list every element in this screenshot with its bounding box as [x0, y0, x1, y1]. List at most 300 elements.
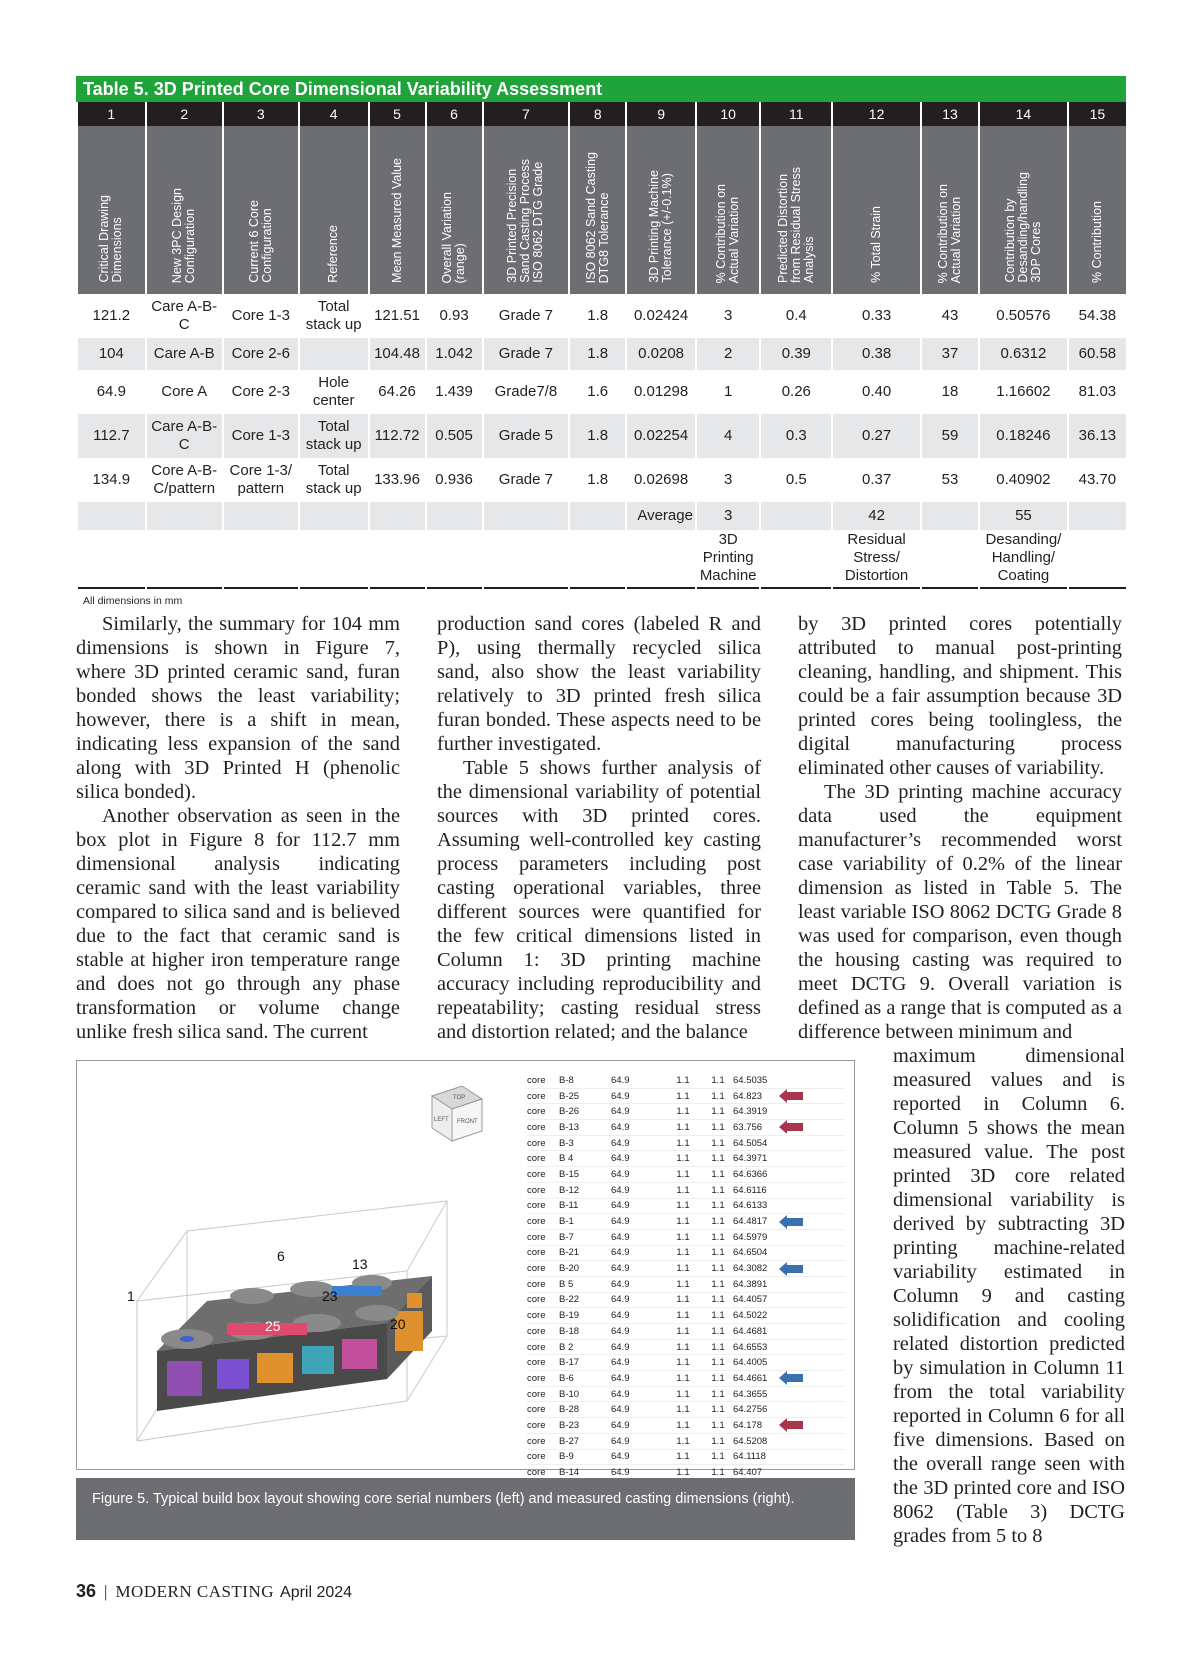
arrow-indicator — [785, 1136, 813, 1150]
table-cell: Grade 7 — [483, 338, 570, 370]
measurement-type: core — [527, 1467, 546, 1479]
measurement-nominal: 64.9 — [611, 1357, 630, 1369]
measurement-row — [527, 1230, 845, 1246]
measurement-row — [527, 1308, 845, 1324]
arrow-indicator — [785, 1167, 813, 1181]
measurement-type: core — [527, 1263, 546, 1275]
table-cell — [299, 338, 369, 370]
measurement-row — [527, 1151, 845, 1167]
paragraph: Similarly, the summary for 104 mm dimensions is shown in Figure 7, where 3D printed ceramic sand, furan bonded shows the least variability; however, there is a shift in mean, indicating less expansion of the sand along with 3D Printed H (phenolic silica bonded). — [76, 613, 400, 803]
measurement-id: B-15 — [559, 1168, 580, 1180]
measurement-id: B-8 — [559, 1074, 574, 1086]
table-cell: 3 — [696, 458, 760, 502]
measurement-type: core — [527, 1294, 546, 1306]
measurement-id: B-18 — [559, 1325, 580, 1337]
measurement-value: 64.5022 — [733, 1310, 768, 1322]
arrow-indicator — [785, 1371, 813, 1385]
measurement-type: core — [527, 1388, 546, 1400]
table-cell: 64.26 — [369, 370, 426, 414]
view-cube-left-label: LEFT — [434, 1117, 449, 1123]
table-cell: Care A-B-C — [146, 294, 223, 338]
measurement-nominal: 64.9 — [611, 1074, 630, 1086]
table-cell: 53 — [921, 458, 979, 502]
measurement-type: core — [527, 1357, 546, 1369]
measurement-a: 1.1 — [676, 1419, 690, 1431]
table-cell: 1.042 — [426, 338, 483, 370]
arrow-left-icon — [787, 1421, 803, 1429]
measurement-a: 1.1 — [676, 1200, 690, 1212]
measurement-type: core — [527, 1419, 546, 1431]
measurement-type: core — [527, 1090, 546, 1102]
measurement-value: 64.3655 — [733, 1388, 768, 1400]
column-header: % Contribution on Actual Variation — [696, 126, 760, 294]
source-stress: Residual Stress/ Distortion — [832, 530, 921, 588]
table-cell: Total stack up — [299, 458, 369, 502]
column-header: Reference — [299, 126, 369, 294]
table-cell: Core A-B-C/pattern — [146, 458, 223, 502]
table-cell: Core 1-3 — [223, 414, 299, 458]
arrow-indicator — [785, 1262, 813, 1276]
table-cell: 59 — [921, 414, 979, 458]
measurement-type: core — [527, 1325, 546, 1337]
measurement-id: B-23 — [559, 1419, 580, 1431]
measurement-id: B-12 — [559, 1184, 580, 1196]
table-row — [77, 458, 1126, 502]
table-cell: 0.02254 — [626, 414, 696, 458]
arrow-indicator — [785, 1246, 813, 1260]
arrow-indicator — [785, 1293, 813, 1307]
measurement-b: 1.1 — [711, 1200, 725, 1212]
table-row — [77, 414, 1126, 458]
measurement-id: B-9 — [559, 1451, 574, 1463]
measurement-b: 1.1 — [711, 1419, 725, 1431]
column-number-row — [77, 102, 1126, 126]
measurement-b: 1.1 — [711, 1404, 725, 1416]
figure-caption: Figure 5. Typical build box layout showing core serial numbers (left) and measured casting dimensions (right). — [76, 1478, 855, 1540]
measurement-b: 1.1 — [711, 1435, 725, 1447]
measurement-nominal: 64.9 — [611, 1200, 630, 1212]
measurement-a: 1.1 — [676, 1074, 690, 1086]
table-cell: 0.01298 — [626, 370, 696, 414]
column-header: ISO 8062 Sand Casting DTG8 Tolerance — [569, 126, 626, 294]
core-label: 13 — [352, 1256, 368, 1272]
measurement-id: B-26 — [559, 1106, 580, 1118]
measurement-a: 1.1 — [676, 1451, 690, 1463]
measurement-b: 1.1 — [711, 1090, 725, 1102]
measurement-a: 1.1 — [676, 1121, 690, 1133]
measurement-value: 64.3971 — [733, 1153, 768, 1165]
measurement-value: 64.5979 — [733, 1231, 768, 1243]
column-header: Predicted Distortion from Residual Stress Analysis — [760, 126, 832, 294]
measurement-type: core — [527, 1435, 546, 1447]
measurement-row — [527, 1355, 845, 1371]
measurement-nominal: 64.9 — [611, 1294, 630, 1306]
measurement-a: 1.1 — [676, 1153, 690, 1165]
table-row — [77, 338, 1126, 370]
table-cell: 0.0208 — [626, 338, 696, 370]
measurement-nominal: 64.9 — [611, 1153, 630, 1165]
table-cell: 18 — [921, 370, 979, 414]
table-cell: 1.8 — [569, 338, 626, 370]
table-cell: 121.2 — [77, 294, 146, 338]
table-cell: 133.96 — [369, 458, 426, 502]
column-header: Critical Drawing Dimensions — [77, 126, 146, 294]
table-cell: 1.8 — [569, 458, 626, 502]
measurement-type: core — [527, 1153, 546, 1165]
table-cell: 112.72 — [369, 414, 426, 458]
measurement-b: 1.1 — [711, 1263, 725, 1275]
table-cell: 0.02424 — [626, 294, 696, 338]
arrow-left-icon — [787, 1265, 803, 1273]
paragraph: production sand cores (labeled R and P), using thermally recycled silica sand, also show the least variability relatively to 3D printed fresh silica furan bonded. These aspects need to be further investigated. — [437, 613, 761, 755]
measurement-type: core — [527, 1200, 546, 1212]
table-cell: Grade 5 — [483, 414, 570, 458]
arrow-indicator — [785, 1418, 813, 1432]
source-row — [77, 530, 1126, 588]
measurement-id: B-13 — [559, 1121, 580, 1133]
table-cell: 112.7 — [77, 414, 146, 458]
measurement-type: core — [527, 1216, 546, 1228]
measurement-nominal: 64.9 — [611, 1247, 630, 1259]
table-cell: 43 — [921, 294, 979, 338]
table-cell: Grade 7 — [483, 458, 570, 502]
measurement-b: 1.1 — [711, 1137, 725, 1149]
figure-image — [76, 1060, 855, 1479]
column-header: Current 6 Core Configuration — [223, 126, 299, 294]
column-number: 5 — [369, 102, 426, 126]
arrow-left-icon — [787, 1092, 803, 1100]
measurement-id: B-19 — [559, 1310, 580, 1322]
measurement-row — [527, 1434, 845, 1450]
table-cell: Core 2-6 — [223, 338, 299, 370]
measurement-nominal: 64.9 — [611, 1168, 630, 1180]
measurement-table — [527, 1073, 845, 1481]
measurement-row — [527, 1402, 845, 1418]
table-cell: Care A-B — [146, 338, 223, 370]
table-cell: Grade 7 — [483, 294, 570, 338]
column-number: 6 — [426, 102, 483, 126]
measurement-type: core — [527, 1137, 546, 1149]
measurement-nominal: 64.9 — [611, 1310, 630, 1322]
source-machine: 3D Printing Machine — [696, 530, 760, 588]
footer-separator: | — [104, 1582, 108, 1601]
table-cell: 121.51 — [369, 294, 426, 338]
measurement-row — [527, 1418, 845, 1434]
arrow-indicator — [785, 1120, 813, 1134]
arrow-indicator — [785, 1309, 813, 1323]
column-number: 13 — [921, 102, 979, 126]
measurement-id: B-20 — [559, 1263, 580, 1275]
measurement-row — [527, 1371, 845, 1387]
measurement-row — [527, 1214, 845, 1230]
measurement-nominal: 64.9 — [611, 1263, 630, 1275]
arrow-indicator — [785, 1340, 813, 1354]
measurement-type: core — [527, 1278, 546, 1290]
measurement-b: 1.1 — [711, 1341, 725, 1353]
measurement-value: 64.5035 — [733, 1074, 768, 1086]
measurement-a: 1.1 — [676, 1216, 690, 1228]
measurement-id: B-6 — [559, 1372, 574, 1384]
measurement-b: 1.1 — [711, 1357, 725, 1369]
measurement-row — [527, 1340, 845, 1356]
assessment-table — [76, 102, 1126, 589]
core-label: 23 — [322, 1288, 338, 1304]
table-cell: Total stack up — [299, 294, 369, 338]
measurement-nominal: 64.9 — [611, 1231, 630, 1243]
view-cube-icon — [432, 1086, 482, 1141]
table-cell: Total stack up — [299, 414, 369, 458]
table-cell: Care A-B-C — [146, 414, 223, 458]
column-number: 2 — [146, 102, 223, 126]
table-cell: 43.70 — [1068, 458, 1126, 502]
measurement-value: 64.178 — [733, 1419, 763, 1431]
measurement-b: 1.1 — [711, 1388, 725, 1400]
measurement-row — [527, 1183, 845, 1199]
measurement-nominal: 64.9 — [611, 1106, 630, 1118]
table-title: Table 5. 3D Printed Core Dimensional Variability Assessment — [76, 76, 1126, 102]
table-cell: 54.38 — [1068, 294, 1126, 338]
arrow-left-icon — [787, 1123, 803, 1131]
measurement-row — [527, 1120, 845, 1136]
page-number: 36 — [76, 1581, 97, 1601]
measurement-value: 64.6133 — [733, 1200, 768, 1212]
measurement-id: B-27 — [559, 1435, 580, 1447]
column-number: 9 — [626, 102, 696, 126]
table-cell: 0.02698 — [626, 458, 696, 502]
table-cell: 1.16602 — [979, 370, 1068, 414]
table-row — [77, 294, 1126, 338]
column-header: % Contribution — [1068, 126, 1126, 294]
measurement-id: B-1 — [559, 1216, 574, 1228]
text-column-2 — [437, 612, 761, 1044]
measurement-value: 64.6553 — [733, 1341, 768, 1353]
measurement-nominal: 64.9 — [611, 1137, 630, 1149]
measurement-value: 64.3082 — [733, 1263, 768, 1275]
page-footer — [76, 1581, 352, 1602]
measurement-type: core — [527, 1106, 546, 1118]
arrow-indicator — [785, 1277, 813, 1291]
arrow-left-icon — [787, 1374, 803, 1382]
paragraph: maximum dimensional measured values and is reported in Column 6. Column 5 shows the mean measured value. The post printed 3D core related dimensional variability is derived by subtracting 3D printing machine-related variability estimated in Column 9 and casting solidification and cooling related distortion predicted by simulation in Column 11 from the total variability reported in Column 6 for all five dimensions. Based on the overall range seen with the 3D printed core and ISO 8062 (Table 3) DCTG grades from 5 to 8 — [893, 1045, 1125, 1547]
measurement-type: core — [527, 1074, 546, 1086]
measurement-a: 1.1 — [676, 1341, 690, 1353]
measurement-value: 64.823 — [733, 1090, 763, 1102]
view-cube-top-label: TOP — [453, 1095, 466, 1101]
column-header: Contribution by Desanding/handling 3DP Cores — [979, 126, 1068, 294]
arrow-indicator — [785, 1403, 813, 1417]
measurement-b: 1.1 — [711, 1231, 725, 1243]
table-cell: 0.505 — [426, 414, 483, 458]
measurement-id: B-3 — [559, 1137, 574, 1149]
paragraph: by 3D printed cores potentially attributed to manual post-printing cleaning, handling, and shipment. This could be a fair assumption because 3D printed cores being toolingless, the digital manufacturing process eliminated other causes of variability. — [798, 613, 1122, 779]
table-cell: 60.58 — [1068, 338, 1126, 370]
paragraph: Table 5 shows further analysis of the dimensional variability of potential sources with 3D printed cores. Assuming well-controlled key casting process parameters including post casting operational variables, three different sources were quantified for the few critical dimensions listed in Column 1: 3D printing machine accuracy including reproducibility and repeatability; casting residual stress and distortion related; and the balance — [437, 757, 761, 1043]
figure-5 — [76, 1060, 855, 1542]
measurement-a: 1.1 — [676, 1184, 690, 1196]
table-row — [77, 370, 1126, 414]
table-cell: 0.936 — [426, 458, 483, 502]
measurement-nominal: 64.9 — [611, 1419, 630, 1431]
measurement-id: B-28 — [559, 1404, 580, 1416]
measurement-b: 1.1 — [711, 1168, 725, 1180]
measurement-b: 1.1 — [711, 1121, 725, 1133]
table-cell: Hole center — [299, 370, 369, 414]
table-cell: 0.3 — [760, 414, 832, 458]
arrow-indicator — [785, 1215, 813, 1229]
table-cell: Core A — [146, 370, 223, 414]
measurement-nominal: 64.9 — [611, 1325, 630, 1337]
measurement-type: core — [527, 1310, 546, 1322]
table-cell: 1.6 — [569, 370, 626, 414]
measurement-nominal: 64.9 — [611, 1341, 630, 1353]
text-column-3-continued — [893, 1044, 1125, 1548]
measurement-a: 1.1 — [676, 1231, 690, 1243]
measurement-a: 1.1 — [676, 1168, 690, 1180]
table-cell: 0.26 — [760, 370, 832, 414]
text-column-1 — [76, 612, 400, 1044]
measurement-a: 1.1 — [676, 1263, 690, 1275]
measurement-value: 64.3919 — [733, 1106, 768, 1118]
table-cell: 0.50576 — [979, 294, 1068, 338]
measurement-nominal: 64.9 — [611, 1467, 630, 1479]
measurement-type: core — [527, 1404, 546, 1416]
magazine-name: MODERN CASTING — [115, 1582, 275, 1601]
table-cell: 0.27 — [832, 414, 921, 458]
arrow-indicator — [785, 1356, 813, 1370]
average-machine: 3 — [696, 502, 760, 530]
table-cell: Core 1-3 — [223, 294, 299, 338]
column-header: 3D Printing Machine Tolerance (+/-0.1%) — [626, 126, 696, 294]
measurement-nominal: 64.9 — [611, 1388, 630, 1400]
average-handling: 55 — [979, 502, 1068, 530]
measurement-nominal: 64.9 — [611, 1278, 630, 1290]
table-cell: 104.48 — [369, 338, 426, 370]
measurement-a: 1.1 — [676, 1404, 690, 1416]
measurement-nominal: 64.9 — [611, 1090, 630, 1102]
measurement-nominal: 64.9 — [611, 1435, 630, 1447]
table-cell: 0.40 — [832, 370, 921, 414]
measurement-id: B-22 — [559, 1294, 580, 1306]
measurement-b: 1.1 — [711, 1372, 725, 1384]
measurement-a: 1.1 — [676, 1106, 690, 1118]
measurement-row — [527, 1324, 845, 1340]
measurement-b: 1.1 — [711, 1216, 725, 1228]
measurement-value: 64.5208 — [733, 1435, 768, 1447]
column-header: % Contribution on Actual Variation — [921, 126, 979, 294]
measurement-b: 1.1 — [711, 1278, 725, 1290]
measurement-type: core — [527, 1247, 546, 1259]
table-cell: 64.9 — [77, 370, 146, 414]
measurement-row — [527, 1450, 845, 1466]
core-label: 6 — [277, 1248, 285, 1264]
measurement-a: 1.1 — [676, 1310, 690, 1322]
measurement-value: 63.756 — [733, 1121, 763, 1133]
measurement-row — [527, 1104, 845, 1120]
table-cell: Core 1-3/ pattern — [223, 458, 299, 502]
table-5 — [76, 76, 1126, 607]
measurement-type: core — [527, 1168, 546, 1180]
measurement-b: 1.1 — [711, 1074, 725, 1086]
table-cell: 1.8 — [569, 414, 626, 458]
paragraph: The 3D printing machine accuracy data used the equipment manufacturer’s recommended worst case variability of 0.2% of the linear dimension as listed in Table 5. The least variable ISO 8062 DCTG Grade 8 was used for comparison, even though the housing casting was required to meet DCTG 9. Overall variation is defined as a range that is computed as a difference between minimum and — [798, 781, 1122, 1043]
table-cell: 134.9 — [77, 458, 146, 502]
measurement-value: 64.3891 — [733, 1278, 768, 1290]
measurement-row — [527, 1261, 845, 1277]
measurement-value: 64.4005 — [733, 1357, 768, 1369]
table-cell: 1.8 — [569, 294, 626, 338]
column-number: 15 — [1068, 102, 1126, 126]
column-number: 8 — [569, 102, 626, 126]
measurement-row — [527, 1073, 845, 1089]
measurement-a: 1.1 — [676, 1137, 690, 1149]
core-label: 25 — [265, 1318, 281, 1334]
measurement-a: 1.1 — [676, 1372, 690, 1384]
table-cell: Grade7/8 — [483, 370, 570, 414]
measurement-id: B 5 — [559, 1278, 574, 1290]
column-number: 3 — [223, 102, 299, 126]
measurement-row — [527, 1277, 845, 1293]
arrow-indicator — [785, 1324, 813, 1338]
measurement-a: 1.1 — [676, 1278, 690, 1290]
measurement-row — [527, 1136, 845, 1152]
arrow-indicator — [785, 1199, 813, 1213]
measurement-b: 1.1 — [711, 1153, 725, 1165]
table-cell: 0.39 — [760, 338, 832, 370]
column-number: 11 — [760, 102, 832, 126]
column-header: 3D Printed Precision Sand Casting Process ISO 8062 DTG Grade — [483, 126, 570, 294]
measurement-value: 64.5054 — [733, 1137, 768, 1149]
measurement-row — [527, 1246, 845, 1262]
table-cell: 0.4 — [760, 294, 832, 338]
table-note: All dimensions in mm — [83, 595, 183, 607]
arrow-indicator — [785, 1105, 813, 1119]
measurement-type: core — [527, 1372, 546, 1384]
column-header-row — [77, 126, 1126, 294]
measurement-b: 1.1 — [711, 1247, 725, 1259]
core-label: 1 — [127, 1288, 135, 1304]
measurement-a: 1.1 — [676, 1388, 690, 1400]
measurement-nominal: 64.9 — [611, 1216, 630, 1228]
table-cell: 0.18246 — [979, 414, 1068, 458]
measurement-a: 1.1 — [676, 1090, 690, 1102]
measurement-id: B-10 — [559, 1388, 580, 1400]
table-cell: 36.13 — [1068, 414, 1126, 458]
column-number: 14 — [979, 102, 1068, 126]
measurement-row — [527, 1167, 845, 1183]
measurement-a: 1.1 — [676, 1435, 690, 1447]
measurement-nominal: 64.9 — [611, 1121, 630, 1133]
measurement-a: 1.1 — [676, 1294, 690, 1306]
measurement-a: 1.1 — [676, 1357, 690, 1369]
measurement-value: 64.6366 — [733, 1168, 768, 1180]
table-cell: 81.03 — [1068, 370, 1126, 414]
average-stress: 42 — [832, 502, 921, 530]
measurement-value: 64.4661 — [733, 1372, 768, 1384]
measurement-id: B-11 — [559, 1200, 579, 1212]
column-number: 7 — [483, 102, 570, 126]
measurement-b: 1.1 — [711, 1184, 725, 1196]
table-cell: 2 — [696, 338, 760, 370]
measurement-id: B-14 — [559, 1467, 580, 1479]
table-cell: Core 2-3 — [223, 370, 299, 414]
column-header: New 3PC Design Configuration — [146, 126, 223, 294]
column-number: 12 — [832, 102, 921, 126]
arrow-indicator — [785, 1450, 813, 1464]
column-header: Overall Variation (range) — [426, 126, 483, 294]
column-header: Mean Measured Value — [369, 126, 426, 294]
measurement-b: 1.1 — [711, 1451, 725, 1463]
arrow-indicator — [785, 1183, 813, 1197]
